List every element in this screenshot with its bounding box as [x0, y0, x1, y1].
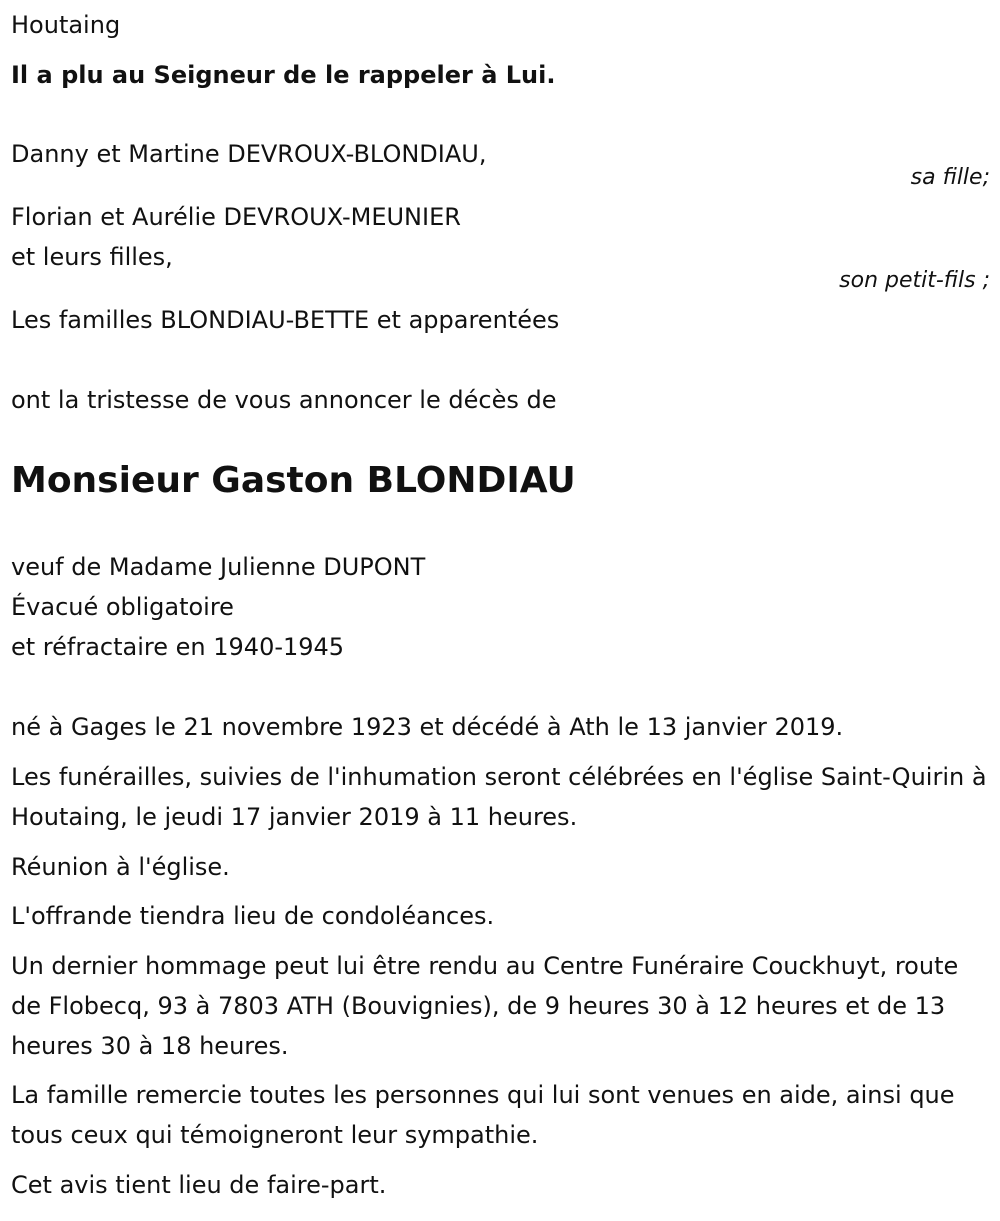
- deceased-widower: veuf de Madame Julienne DUPONT: [11, 553, 426, 581]
- role-grandson: son petit-fils ;: [839, 268, 990, 293]
- meeting-text: Réunion à l'église.: [11, 853, 230, 881]
- deceased-evacuee: Évacué obligatoire: [11, 593, 234, 621]
- announcement-text: ont la tristesse de vous annoncer le décès de: [11, 386, 557, 414]
- family-line-daughters: et leurs filles,: [11, 243, 173, 271]
- tagline-text: Il a plu au Seigneur de le rappeler à Lui.: [11, 61, 556, 89]
- family-line-grandson: Florian et Aurélie DEVROUX-MEUNIER: [11, 203, 461, 231]
- family-line-relatives: Les familles BLONDIAU-BETTE et apparentées: [11, 306, 560, 334]
- funeral-text: Les funérailles, suivies de l'inhumation seront célébrées en l'église Saint-Quirin à Houtaing, le jeudi 17 janvier 2019 à 11 heures.: [11, 763, 987, 831]
- offering-text: L'offrande tiendra lieu de condoléances.: [11, 902, 495, 930]
- deceased-refractory: et réfractaire en 1940-1945: [11, 633, 345, 661]
- birth-death-text: né à Gages le 21 novembre 1923 et décédé à Ath le 13 janvier 2019.: [11, 713, 844, 741]
- thanks-text: La famille remercie toutes les personnes qui lui sont venues en aide, ainsi que tous ceux qui témoigneront leur sympathie.: [11, 1081, 955, 1149]
- tribute-text: Un dernier hommage peut lui être rendu au Centre Funéraire Couckhuyt, route de Flobecq, 93 à 7803 ATH (Bouvignies), de 9 heures 30 à 12 heures et de 13 heures 30 à 18 heures.: [11, 952, 959, 1060]
- family-line-daughter: Danny et Martine DEVROUX-BLONDIAU,: [11, 140, 487, 168]
- deceased-name: Monsieur Gaston BLONDIAU: [11, 460, 576, 501]
- notice-text: Cet avis tient lieu de faire-part.: [11, 1171, 387, 1199]
- role-daughter: sa fille;: [910, 165, 990, 190]
- location-text: Houtaing: [11, 11, 121, 39]
